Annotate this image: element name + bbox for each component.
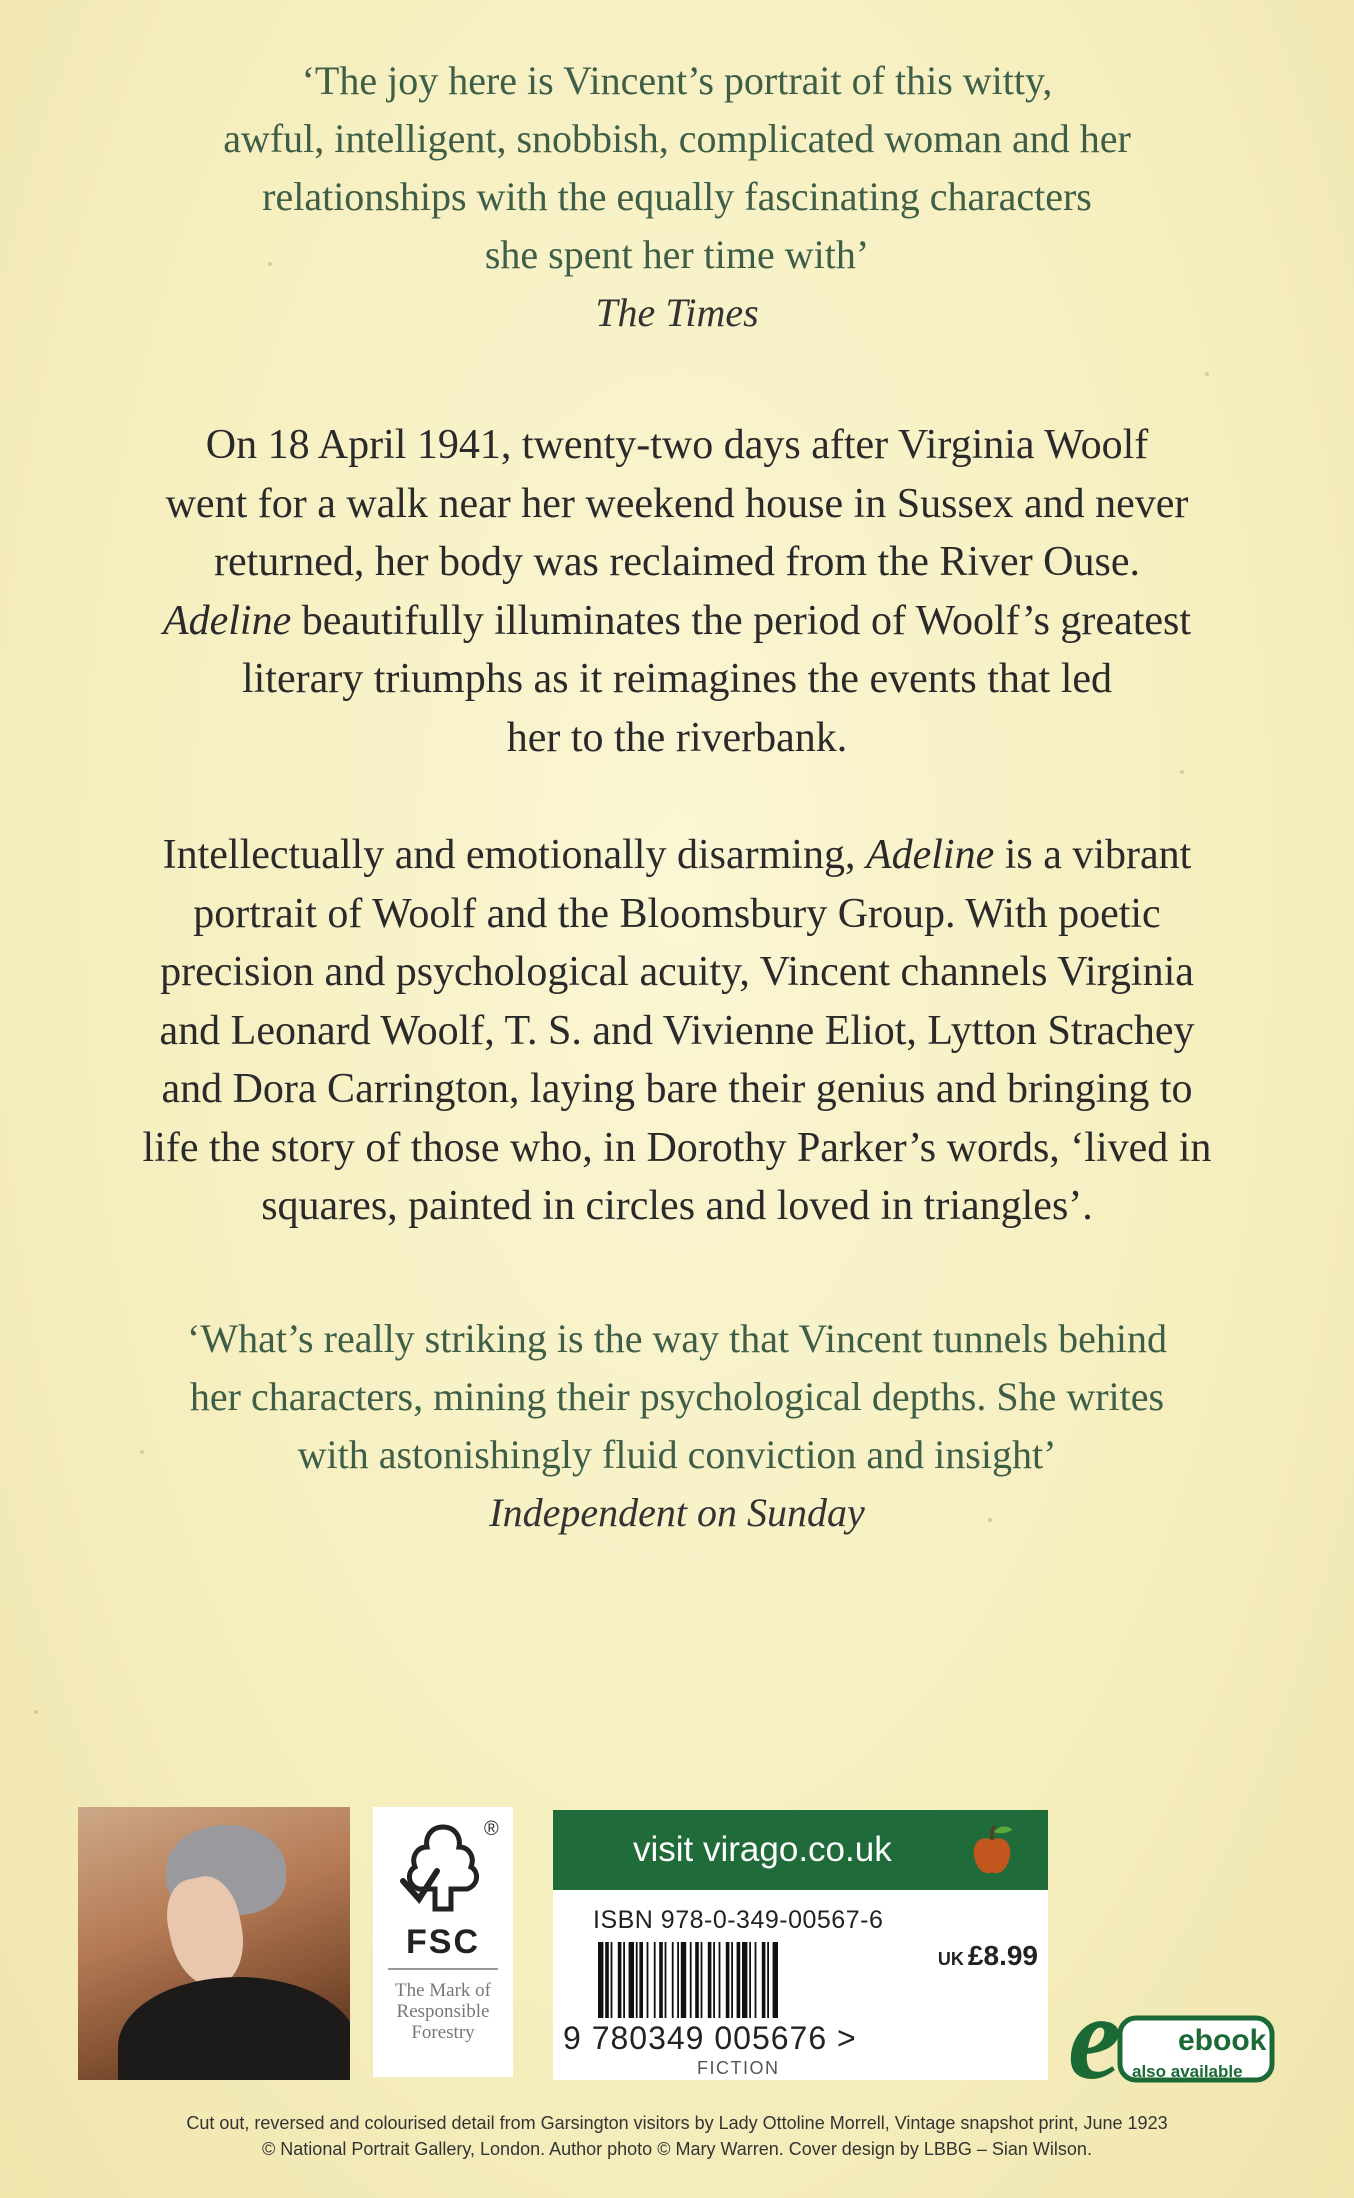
quote-line: ‘The joy here is Vincent’s portrait of this witty, [301, 58, 1053, 103]
blurb-line: and Dora Carrington, laying bare their genius and bringing to [161, 1066, 1193, 1112]
barcode-bar [681, 1942, 686, 2018]
quote-source: Independent on Sunday [489, 1490, 865, 1535]
blurb-paragraph-1 [0, 416, 1354, 767]
paper-speck [34, 1710, 38, 1714]
tree-checkmark-icon [393, 1819, 493, 1919]
fsc-tagline [373, 1980, 513, 2043]
price-amount: £8.99 [967, 1940, 1038, 1971]
blurb-text: beautifully illuminates the period of Woolf’s greatest [291, 597, 1192, 644]
barcode-bar [611, 1942, 613, 2018]
ebook-subtitle: also available [1132, 2062, 1243, 2081]
blurb-line: went for a walk near her weekend house in Sussex and never [165, 480, 1189, 527]
barcode-bar [767, 1942, 769, 2018]
quote-source: The Times [595, 290, 759, 335]
paper-speck [1205, 372, 1209, 376]
barcode-bar [695, 1942, 699, 2018]
barcode-bar [690, 1942, 692, 2018]
barcode-bar [731, 1942, 733, 2018]
author-clothing [118, 1977, 350, 2080]
barcode-bar [598, 1942, 603, 2018]
barcode-bar [755, 1942, 757, 2018]
quote-line: she spent her time with’ [484, 232, 870, 277]
barcode-bar [639, 1942, 643, 2018]
blurb-line: squares, painted in circles and loved in triangles’. [261, 1183, 1093, 1229]
review-quote-independent [0, 1310, 1354, 1542]
publisher-banner-text: visit virago.co.uk [633, 1830, 892, 1869]
barcode-bar [672, 1942, 674, 2018]
barcode-bar [719, 1942, 721, 2018]
barcode-bar [636, 1942, 638, 2018]
barcode-bar [677, 1942, 679, 2018]
blurb-line: her to the riverbank. [506, 714, 848, 761]
blurb-line: On 18 April 1941, twenty-two days after Virginia Woolf [205, 422, 1149, 468]
blurb-text: is a vibrant [994, 832, 1192, 878]
quote-line: awful, intelligent, snobbish, complicated woman and her [223, 116, 1131, 161]
blurb-line: life the story of those who, in Dorothy Parker’s words, ‘lived in [142, 1124, 1212, 1171]
credits-line: © National Portrait Gallery, London. Author photo © Mary Warren. Cover design by LBBG – Sian Wilson. [262, 2139, 1092, 2159]
book-title: Adeline [865, 832, 995, 878]
barcode-bar [726, 1942, 730, 2018]
fsc-tagline-line: Forestry [411, 2022, 475, 2043]
book-title: Adeline [162, 597, 292, 644]
publisher-banner [553, 1810, 1048, 1890]
blurb-line [0, 826, 1354, 885]
barcode-bar [623, 1942, 625, 2018]
blurb-line: and Leonard Woolf, T. S. and Vivienne Eliot, Lytton Strachey [159, 1007, 1195, 1054]
blurb-text: Intellectually and emotionally disarming, [162, 832, 866, 878]
barcode-panel [553, 1890, 1048, 2080]
quote-line: with astonishingly fluid conviction and insight’ [297, 1432, 1057, 1477]
barcode-bar [737, 1942, 741, 2018]
quote-line: ‘What’s really striking is the way that Vincent tunnels behind [187, 1316, 1167, 1361]
barcode-bar [708, 1942, 712, 2018]
barcode-digits: 9 780349 005676 > [563, 2020, 857, 2056]
barcode-bar [629, 1942, 634, 2018]
quote-line: relationships with the equally fascinating characters [262, 174, 1092, 219]
credits-line: Cut out, reversed and colourised detail from Garsington visitors by Lady Ottoline Morrell, Vintage snapshot print, June 1923 [186, 2113, 1168, 2133]
barcode-bar [605, 1942, 609, 2018]
fsc-letters: FSC [406, 1923, 480, 1961]
fsc-divider [388, 1968, 498, 1970]
barcode-bar [647, 1942, 649, 2018]
ebook-title: ebook [1178, 2024, 1267, 2057]
blurb-line: portrait of Woolf and the Bloomsbury Group. With poetic [193, 890, 1161, 937]
barcode-bar [659, 1942, 663, 2018]
barcode-bar [618, 1942, 622, 2018]
fsc-tagline-line: Responsible [396, 2001, 490, 2022]
cover-credits [0, 2110, 1354, 2162]
barcode-bar [654, 1942, 656, 2018]
blurb-line: precision and psychological acuity, Vincent channels Virginia [160, 949, 1194, 995]
price-label [938, 1940, 1038, 1972]
blurb-paragraph-2 [0, 826, 1354, 1236]
barcode-bar [773, 1942, 778, 2018]
price-region: UK [937, 1949, 964, 1969]
author-photo [78, 1807, 350, 2080]
ebook-logo-letter: e [1068, 1982, 1122, 2092]
registered-mark: ® [484, 1818, 499, 1840]
quote-line: her characters, mining their psychological depths. She writes [189, 1374, 1165, 1419]
fsc-tagline-line: The Mark of [394, 1980, 492, 2001]
barcode-bar [701, 1942, 703, 2018]
apple-icon [970, 1824, 1014, 1878]
review-quote-times [0, 52, 1354, 342]
barcode-bar [665, 1942, 667, 2018]
genre-label: FICTION [697, 2058, 780, 2078]
blurb-line: returned, her body was reclaimed from the River Ouse. [213, 539, 1140, 585]
barcode-bar [742, 1942, 747, 2018]
barcode-bar [713, 1942, 715, 2018]
fsc-logo [373, 1807, 513, 2077]
blurb-line: literary triumphs as it reimagines the events that led [241, 656, 1113, 702]
isbn-text: ISBN 978-0-349-00567-6 [593, 1906, 884, 1934]
barcode-bar [762, 1942, 766, 2018]
barcode-bar [749, 1942, 751, 2018]
paper-speck [1180, 770, 1184, 774]
blurb-line [0, 592, 1354, 651]
barcode-bars [598, 1942, 898, 2022]
